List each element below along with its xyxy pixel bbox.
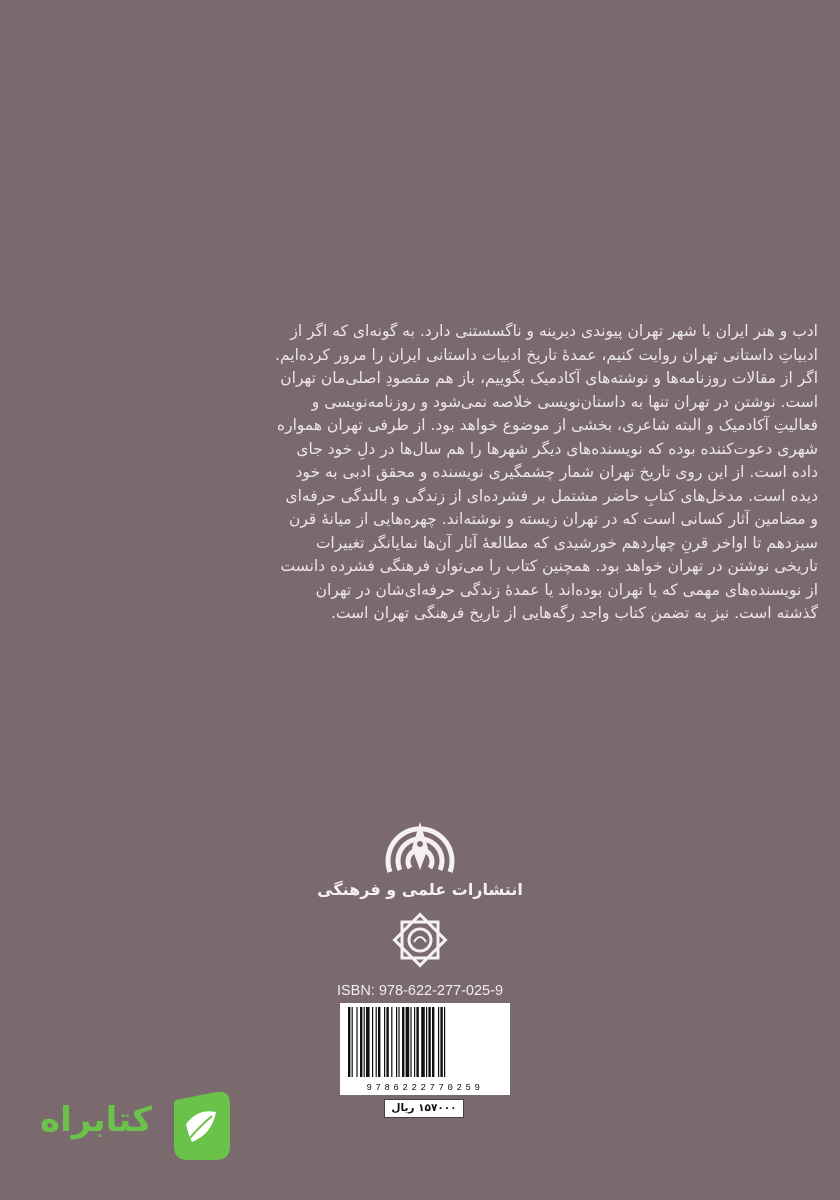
blurb-line: و مضامین آثار کسانی است که در تهران زیسته و نوشته‌اند. چهره‌هایی از میانهٔ قرن	[288, 510, 818, 528]
pen-nib-logo-icon	[370, 800, 470, 880]
brand-name: کتابراه	[40, 1100, 153, 1140]
blurb-line: داده است. از این روی تاریخ تهران شمار چشمگیری نویسنده و محقق ادبی به خود	[295, 463, 818, 481]
barcode-digits: 9786222770259	[366, 1083, 484, 1093]
publisher-name: انتشارات علمی و فرهنگی	[317, 880, 523, 899]
barcode	[340, 1003, 510, 1095]
blurb-line: گذشته است. نیز به تضمن کتاب واجد رگه‌هایی از تاریخ فرهنگی تهران است.	[331, 604, 818, 622]
blurb-line: اگر از مقالات روزنامه‌ها و نوشته‌های آکادمیک بگوییم، باز هم مقصودِ اصلی‌مان تهران	[280, 369, 818, 387]
blurb-line: فعالیتِ آکادمیک و البته شاعری، بخشی از موضوع خواهد بود. از طرفی تهران همواره	[277, 416, 818, 434]
blurb-line: سیزدهم تا اواخر قرنِ چهاردهم خورشیدی که مطالعهٔ آثار آن‌ها نمایانگر تغییرات	[315, 533, 818, 552]
blurb-line: ادب و هنر ایران با شهر تهران پیوندی دیرینه و ناگسستنی دارد. به گونه‌ای که اگر از	[290, 322, 818, 340]
blurb-line: دیده است. مدخل‌های کتابِ حاضر مشتمل بر فشرده‌ای از زندگی و بالندگی حرفه‌ای	[285, 486, 818, 505]
ketabrah-watermark	[40, 1090, 240, 1162]
blurb-line: است. نوشتن در تهران تنها به داستان‌نویسی خلاصه نمی‌شود و روزنامه‌نویسی و	[311, 392, 818, 411]
tehran-municipality-emblem-icon	[388, 908, 452, 972]
blurb-line: ادبیاتِ داستانی تهران روایت کنیم، عمدهٔ تاریخ ادبیات داستانی ایران را مرور کرده‌ایم.	[275, 345, 818, 364]
book-leaf-icon	[168, 1090, 238, 1166]
price-label: ۱۵۷۰۰۰ ریال	[384, 1099, 464, 1118]
blurb-line: از نویسنده‌های مهمی که یا تهران بوده‌اند یا عمدهٔ زندگی حرفه‌ای‌شان در تهران	[315, 580, 818, 599]
isbn-text: ISBN: 978-622-277-025-9	[336, 983, 504, 999]
blurb-line: تاریخی نوشتن در تهران خواهد بود. همچنین کتاب را می‌توان فرهنگی فشرده دانست	[280, 557, 818, 575]
blurb-line: شهری دعوت‌کننده بوده که نویسنده‌های دیگر شهرها را هم سال‌ها در دلِ خود جای	[296, 439, 818, 458]
back-cover-blurb	[168, 320, 818, 626]
